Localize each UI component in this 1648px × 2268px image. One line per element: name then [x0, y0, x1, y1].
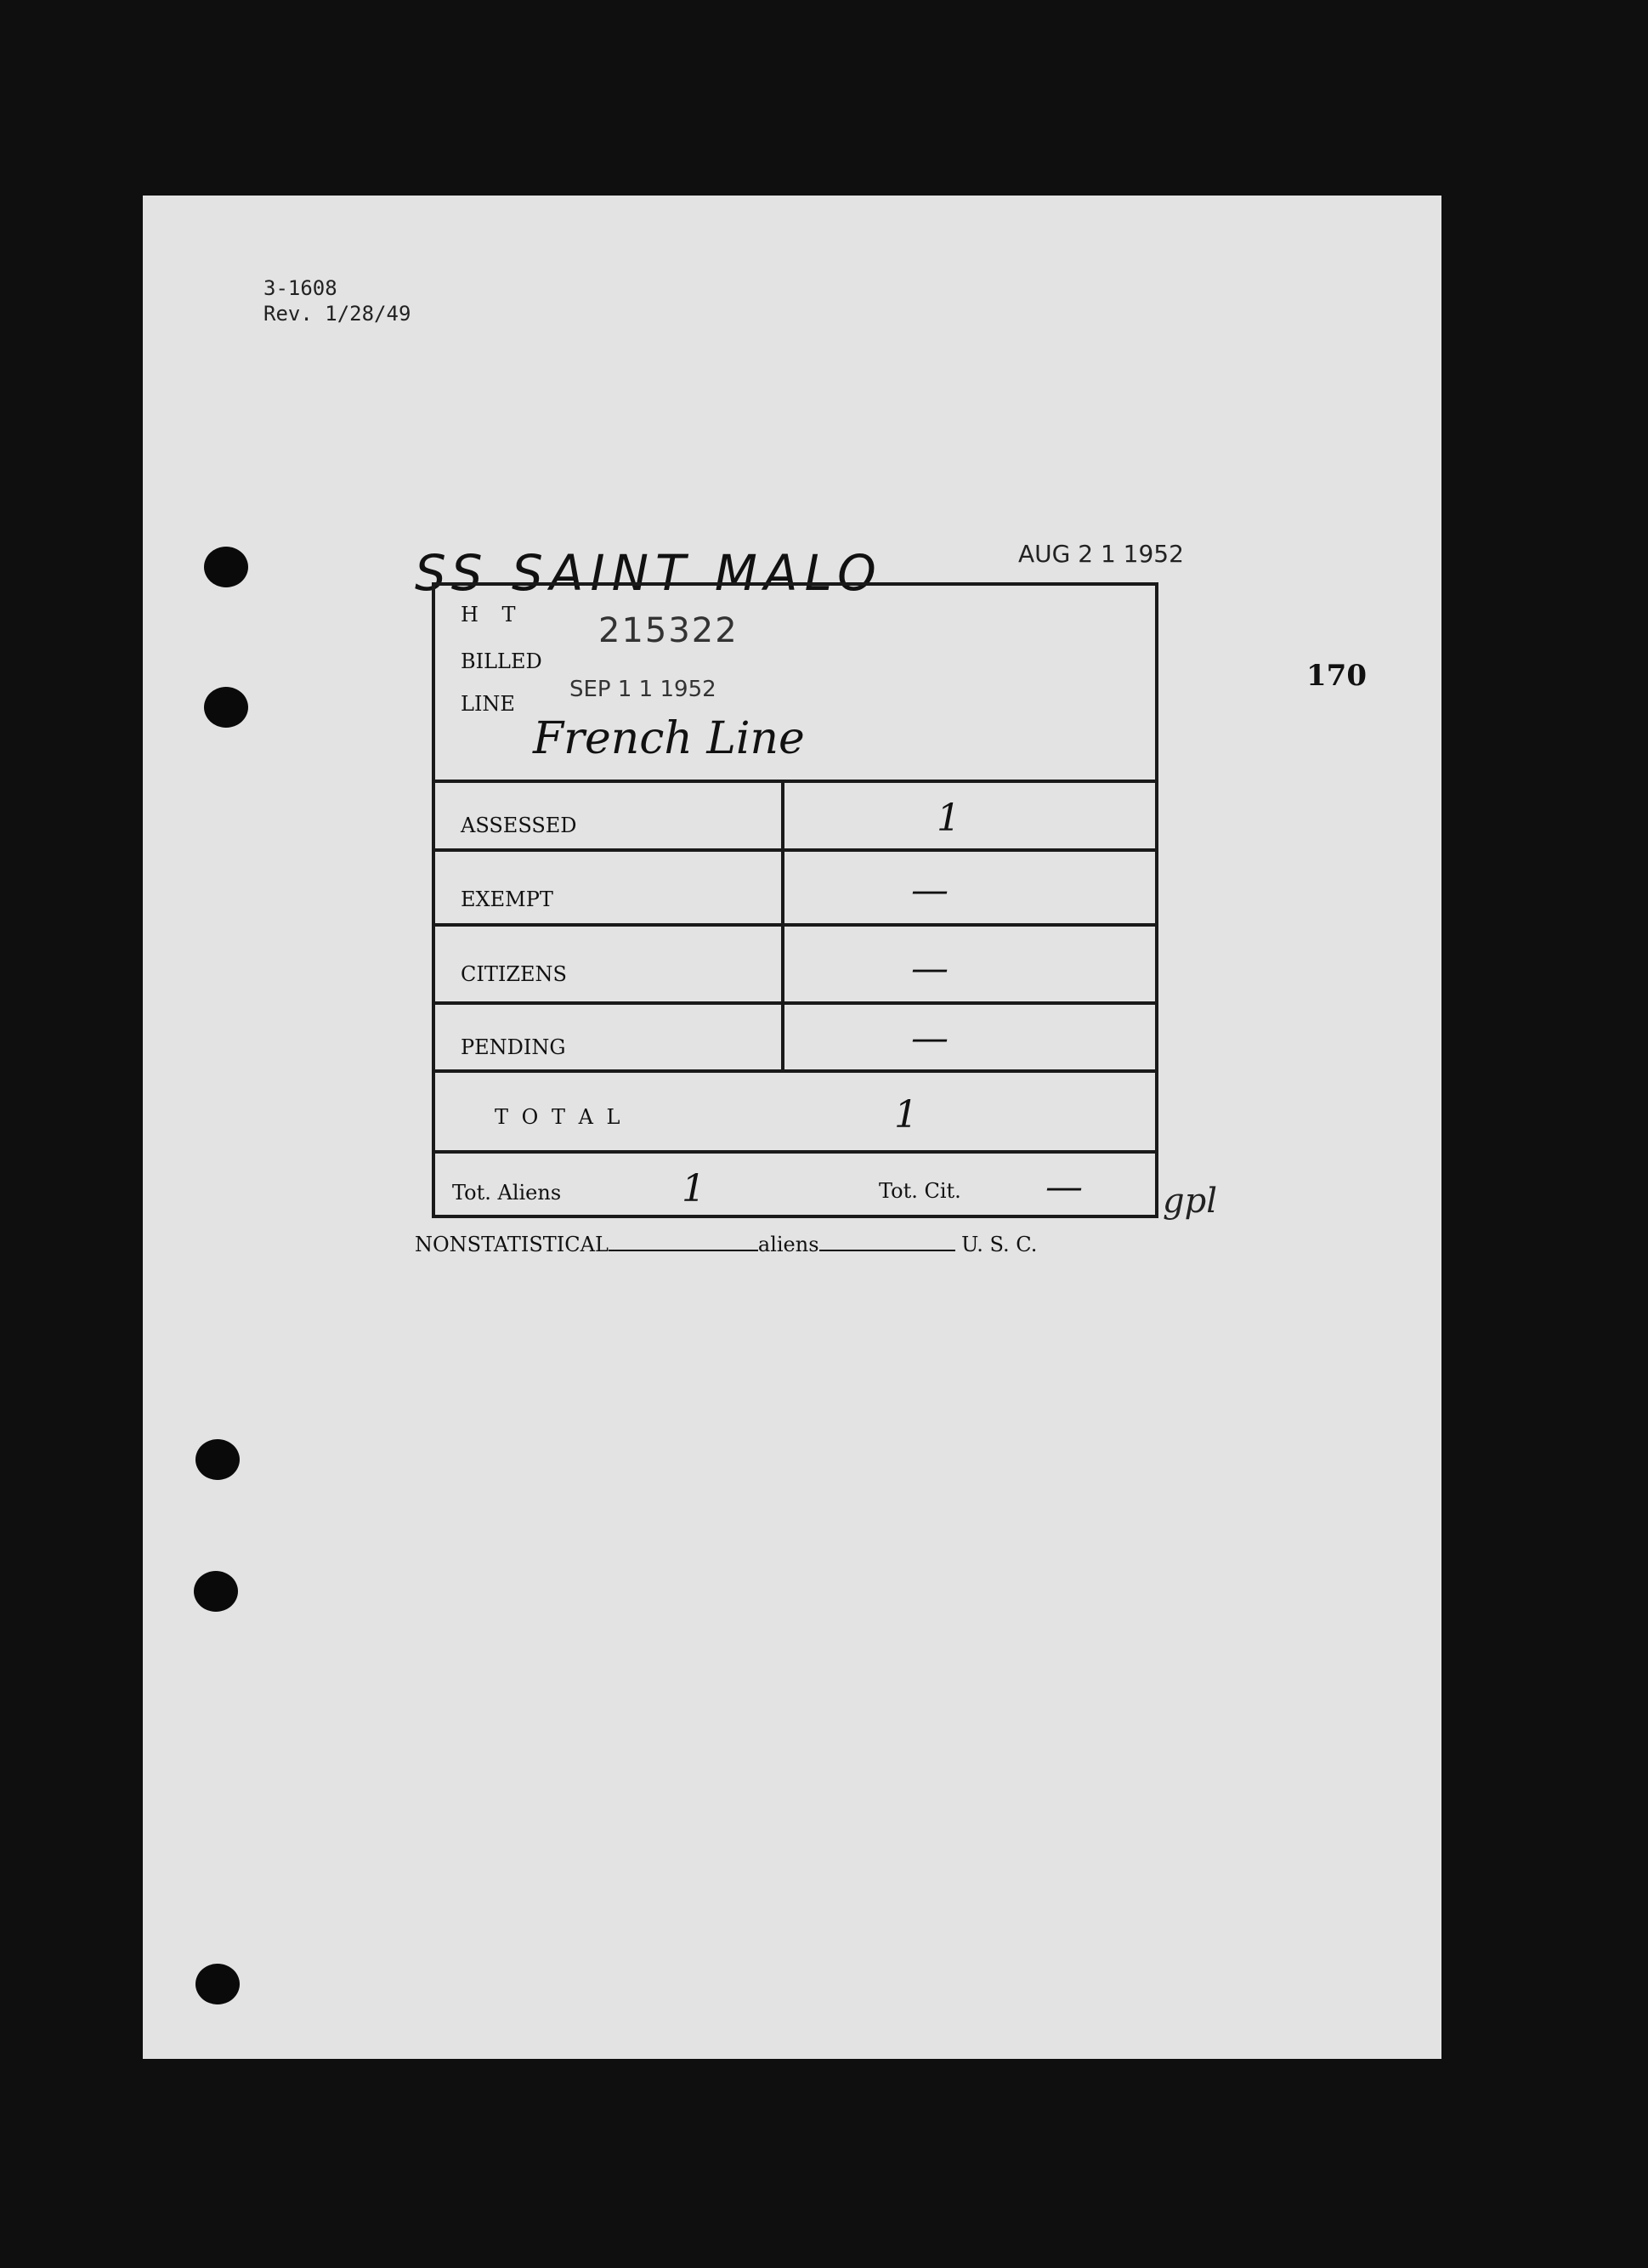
form-code: 3-1608	[263, 276, 337, 300]
nonstat-label: NONSTATISTICAL	[415, 1233, 609, 1256]
row-value: —	[911, 947, 949, 990]
row-exempt	[435, 852, 1155, 927]
totals-row	[435, 1160, 1155, 1215]
billed-label: BILLED	[461, 649, 542, 673]
tot-cit-value: —	[1045, 1165, 1083, 1209]
row-assessed	[435, 780, 1155, 852]
row-label: EXEMPT	[461, 887, 553, 911]
row-citizens	[435, 927, 1155, 1005]
punch-hole	[204, 687, 248, 728]
line-label: LINE	[461, 692, 515, 716]
total-value: 1	[894, 1093, 918, 1137]
document-page	[143, 196, 1441, 2059]
row-pending	[435, 1005, 1155, 1073]
nonstat-blank	[609, 1250, 758, 1251]
punch-hole	[195, 1964, 240, 2004]
row-label: ASSESSED	[461, 814, 577, 837]
aliens-blank	[819, 1250, 955, 1251]
punch-hole	[194, 1571, 238, 1612]
row-value: —	[911, 1017, 949, 1060]
row-label: PENDING	[461, 1035, 566, 1059]
tot-aliens-label: Tot. Aliens	[452, 1181, 562, 1205]
nonstatistical-line	[415, 1233, 1037, 1256]
punch-hole	[204, 547, 248, 587]
arrival-stamp-date: AUG 2 1 1952	[1018, 540, 1184, 568]
billed-date: SEP 1 1 1952	[569, 677, 716, 702]
line-name: French Line	[533, 713, 805, 764]
tot-aliens-value: 1	[682, 1167, 705, 1211]
clerk-initials: gpl	[1163, 1182, 1218, 1221]
row-value: 1	[937, 797, 960, 840]
manifest-card	[432, 582, 1158, 1218]
card-header	[435, 586, 1155, 783]
ht-label: H T	[461, 603, 524, 627]
row-value: —	[911, 869, 949, 912]
aliens-label: aliens	[757, 1233, 819, 1256]
total-label: T O T A L	[495, 1105, 624, 1129]
row-total	[435, 1073, 1155, 1154]
ht-number: 215322	[598, 611, 739, 650]
row-label: CITIZENS	[461, 962, 567, 986]
form-revision: Rev. 1/28/49	[263, 302, 411, 326]
column-divider	[781, 780, 784, 1073]
page-number: 170	[1306, 659, 1367, 693]
usc-label: U. S. C.	[961, 1233, 1038, 1256]
ship-name: SS SAINT MALO	[415, 544, 883, 602]
punch-hole	[195, 1439, 240, 1480]
tot-cit-label: Tot. Cit.	[879, 1179, 961, 1203]
